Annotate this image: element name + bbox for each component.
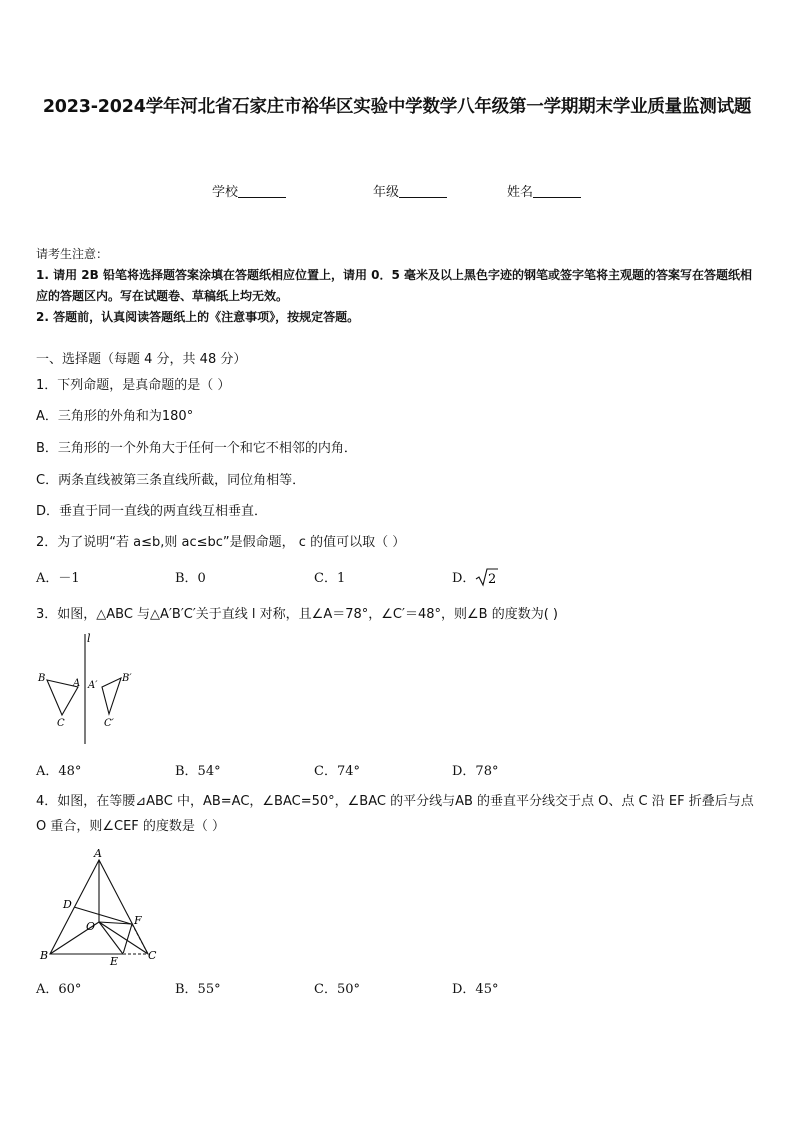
q1-option-d: D．垂直于同一直线的两直线互相垂直． — [36, 504, 268, 519]
label-c: C — [148, 949, 157, 962]
q3-option-c: C．74° — [314, 764, 360, 779]
sqrt-radicand: 2 — [488, 572, 497, 587]
q4-option-c: C．50° — [314, 982, 360, 997]
label-e: E — [110, 955, 119, 968]
q2-option-a: A．－1 — [36, 571, 80, 586]
name-field — [507, 181, 581, 200]
q2-option-b: B．0 — [175, 571, 206, 586]
q2-option-d-label: D． — [452, 571, 476, 586]
label-a2: A′ — [88, 680, 98, 691]
label-f: F — [134, 914, 142, 927]
notice-heading: 请考生注意： — [36, 247, 109, 261]
notice-block — [36, 244, 762, 328]
q2-stem: 2．为了说明“若 a≤b,则 ac≤bc”是假命题， c 的值可以取（ ） — [36, 535, 406, 550]
grade-label: 年级 — [373, 185, 400, 200]
label-b2: B′ — [122, 673, 132, 684]
q1-option-a: A．三角形的外角和为180° — [36, 409, 194, 424]
triangle-a2b2c2 — [102, 678, 121, 714]
q4-stem: 4．如图，在等腰⊿ABC 中，AB=AC，∠BAC=50°，∠BAC 的平分线与AB 的垂直平分线交于点 O、点 C 沿 EF 折叠后与点 O 重合，则∠CEF 的度数是（ ） — [36, 794, 754, 834]
label-c2: C′ — [104, 718, 114, 729]
notice-item-2: 2. 答题前，认真阅读答题纸上的《注意事项》，按规定答题。 — [36, 310, 360, 324]
grade-blank — [399, 185, 447, 198]
q1-option-b: B．三角形的一个外角大于任何一个和它不相邻的内角． — [36, 441, 357, 456]
q2-option-d — [452, 567, 499, 587]
label-b: B — [38, 673, 46, 684]
school-label: 学校 — [212, 185, 239, 200]
label-c: C — [57, 718, 65, 729]
page-title: 2023-2024学年河北省石家庄市裕华区实验中学数学八年级第一学期期末学业质量监测试题 — [42, 97, 752, 117]
q3-figure — [36, 630, 146, 746]
school-field — [212, 181, 286, 200]
q2-option-c: C．1 — [314, 571, 346, 586]
q4-option-a: A．60° — [36, 982, 82, 997]
q4-option-d: D．45° — [452, 982, 499, 997]
label-l: l — [87, 632, 91, 645]
grade-field — [373, 181, 447, 200]
q3-stem: 3．如图，△ABC 与△A′B′C′关于直线 l 对称，且∠A＝78°，∠C′＝48°，则∠B 的度数为( ) — [36, 607, 558, 622]
segment-oe — [99, 922, 123, 954]
sqrt-symbol — [475, 567, 499, 587]
school-blank — [238, 185, 286, 198]
perpendicular-bisector — [74, 907, 131, 924]
q4-figure — [36, 844, 166, 968]
name-blank — [533, 185, 581, 198]
q3-option-d: D．78° — [452, 764, 499, 779]
q1-option-c: C．两条直线被第三条直线所截，同位角相等． — [36, 473, 306, 488]
q1-stem: 1．下列命题，是真命题的是（ ） — [36, 378, 231, 393]
notice-item-1: 1. 请用 2B 铅笔将选择题答案涂填在答题纸相应位置上，请用 0．5 毫米及以上黑色字迹的钢笔或签字笔将主观题的答案写在答题纸相应的答题区内。写在试题卷、草稿纸上均无效。 — [36, 268, 752, 303]
q3-option-b: B．54° — [175, 764, 221, 779]
section-title: 一、选择题（每题 4 分，共 48 分） — [36, 352, 247, 367]
q4-option-b: B．55° — [175, 982, 221, 997]
name-label: 姓名 — [507, 185, 534, 200]
label-a: A — [73, 678, 81, 689]
label-a: A — [94, 847, 102, 860]
label-o: O — [86, 920, 96, 933]
label-d: D — [63, 898, 72, 911]
q3-option-a: A．48° — [36, 764, 82, 779]
label-b: B — [40, 949, 49, 962]
